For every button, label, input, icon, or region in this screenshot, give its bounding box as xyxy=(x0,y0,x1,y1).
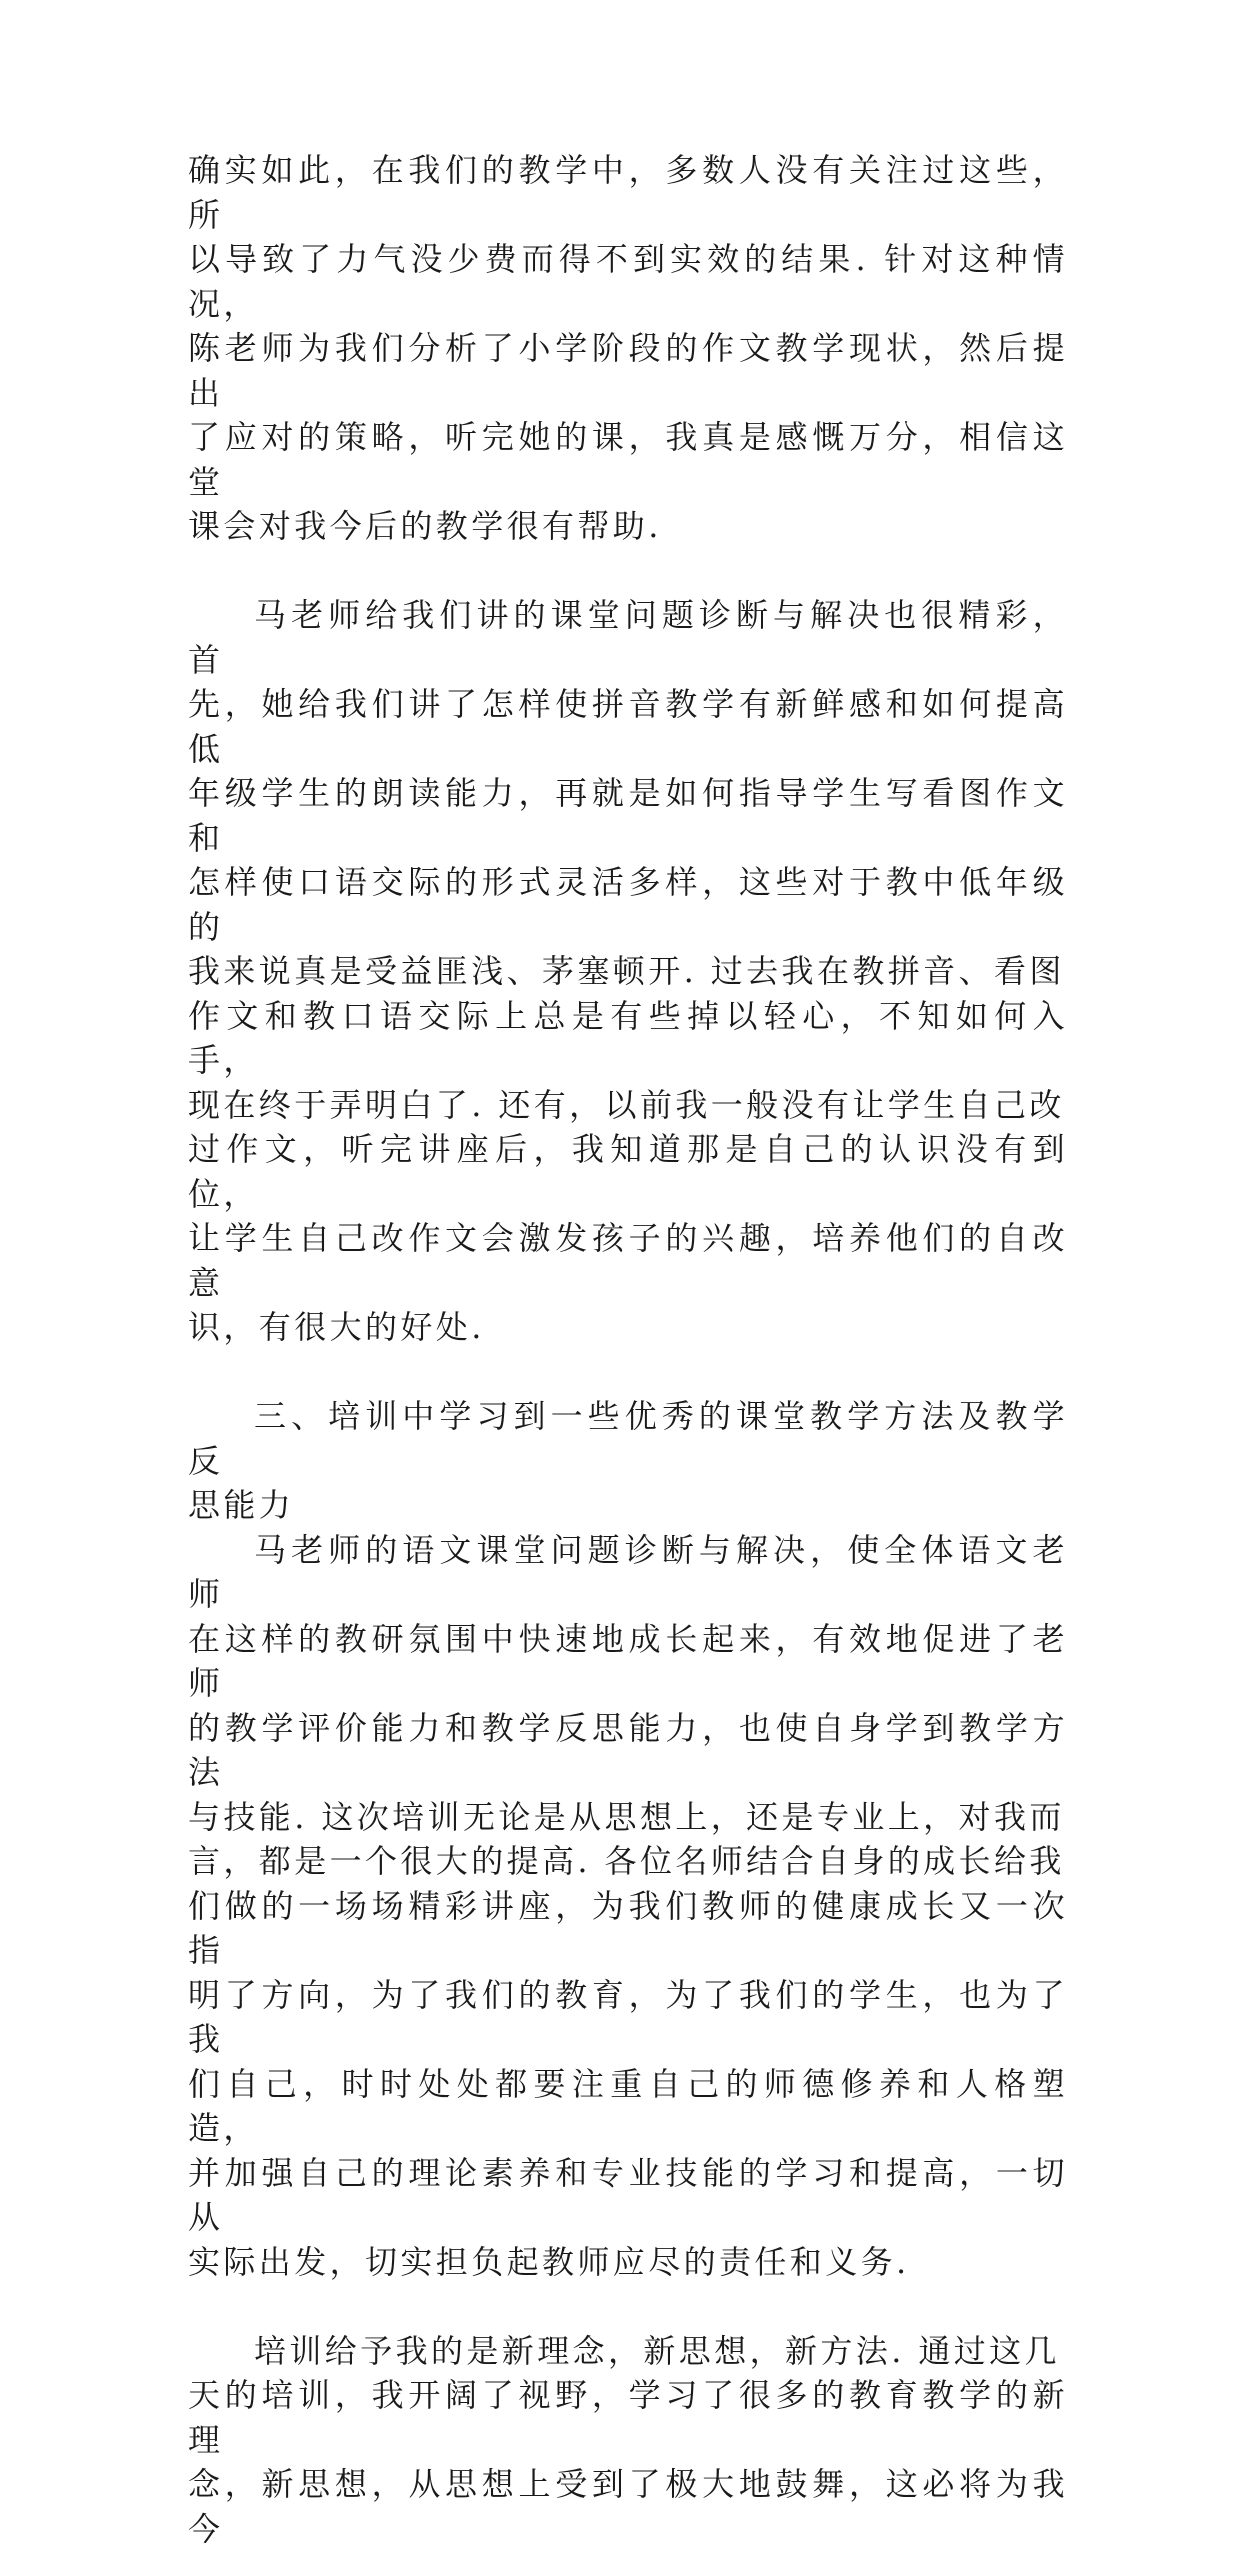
paragraph-spacer xyxy=(188,2284,1068,2329)
paragraph-1: 确实如此，在我们的教学中，多数人没有关注过这些，所 以导致了力气没少费而得不到实效的结果. 针对这种情况， 陈老师为我们分析了小学阶段的作文教学现状，然后提出 了应对的策略，听完她的课，我真是感慨万分，相信这堂 课会对我今后的教学很有帮助. xyxy=(188,148,1068,549)
document-body xyxy=(188,148,1068,2551)
paragraph-4: 培训给予我的是新理念，新思想，新方法. 通过这几 天的培训，我开阔了视野，学习了很多的教育教学的新理 念，新思想，从思想上受到了极大地鼓舞，这必将为我今 xyxy=(188,2329,1068,2551)
paragraph-spacer xyxy=(188,549,1068,594)
paragraph-3: 马老师的语文课堂问题诊断与解决，使全体语文老师 在这样的教研氛围中快速地成长起来，有效地促进了老师 的教学评价能力和教学反思能力，也使自身学到教学方法 与技能. 这次培训无论是从思想上，还是专业上，对我而 言，都是一个很大的提高. 各位名师结合自身的成长给我 们做的一场场精彩讲座，为我们教师的健康成长又一次指 明了方向，为了我们的教育，为了我们的学生，也为了我 们自己，时时处处都要注重自己的师德修养和人格塑造， 并加强自己的理论素养和专业技能的学习和提高，一切从 实际出发，切实担负起教师应尽的责任和义务. xyxy=(188,1528,1068,2285)
paragraph-2: 马老师给我们讲的课堂问题诊断与解决也很精彩，首 先，她给我们讲了怎样使拼音教学有新鲜感和如何提高低 年级学生的朗读能力，再就是如何指导学生写看图作文和 怎样使口语交际的形式灵活多样，这些对于教中低年级的 我来说真是受益匪浅、茅塞顿开. 过去我在教拼音、看图 作文和教口语交际上总是有些掉以轻心，不知如何入手， 现在终于弄明白了. 还有，以前我一般没有让学生自己改 过作文，听完讲座后，我知道那是自己的认识没有到位， 让学生自己改作文会激发孩子的兴趣，培养他们的自改意 识，有很大的好处. xyxy=(188,593,1068,1350)
section-heading-3: 三、培训中学习到一些优秀的课堂教学方法及教学反 思能力 xyxy=(188,1394,1068,1528)
paragraph-spacer xyxy=(188,1350,1068,1395)
